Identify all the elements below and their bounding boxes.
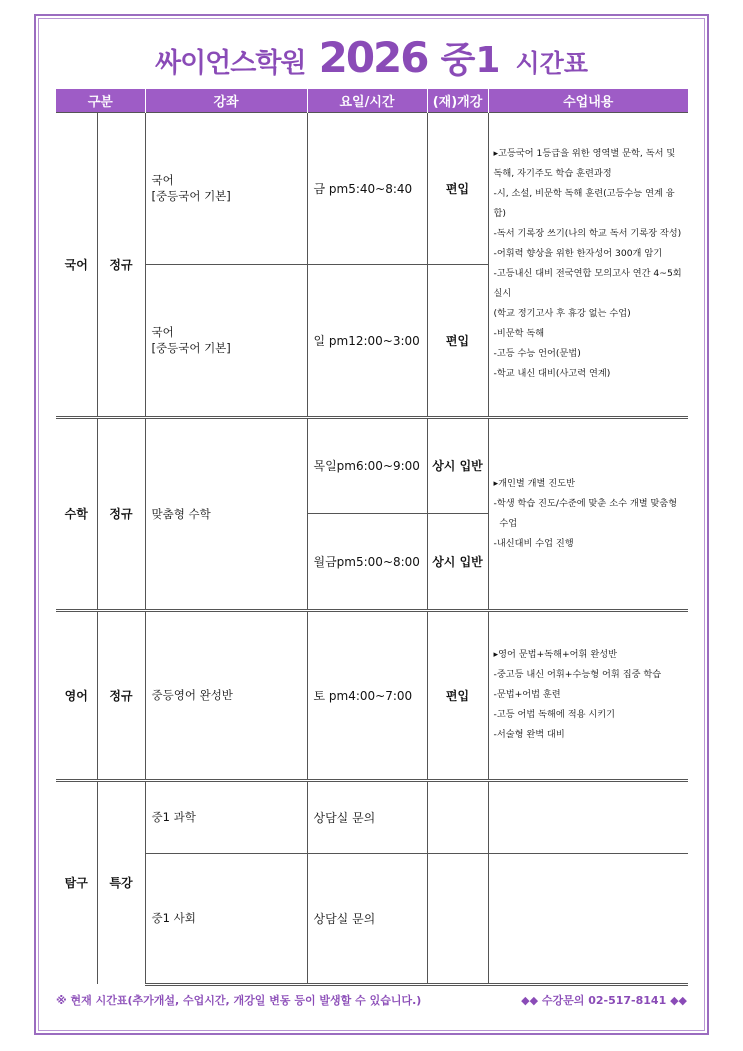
course-cell bbox=[145, 112, 307, 264]
content-line: -고등내신 대비 전국연합 모의고사 연간 4~5회 실시 bbox=[493, 268, 682, 299]
content-line: (학교 정기고사 후 휴강 없는 수업) bbox=[493, 308, 631, 319]
footer-notice: ※ 현재 시간표(추가개설, 수업시간, 개강일 변동 등이 발생할 수 있습니다.) bbox=[56, 994, 422, 1007]
time-cell: 일 pm12:00~3:00 bbox=[307, 264, 427, 417]
course-level: [중등국어 기본] bbox=[151, 341, 231, 355]
header-content: 수업내용 bbox=[488, 89, 688, 112]
content-line: 수업 bbox=[493, 517, 518, 529]
subject-cell: 국어 bbox=[56, 112, 97, 417]
type-cell: 정규 bbox=[97, 610, 145, 780]
subject-cell: 영어 bbox=[56, 610, 97, 780]
content-cell bbox=[488, 417, 688, 610]
course-cell: 맞춤형 수학 bbox=[145, 417, 307, 610]
table-row bbox=[56, 112, 688, 264]
content-line: 독해, 자기주도 학습 훈련과정 bbox=[493, 168, 612, 179]
type-cell: 특강 bbox=[97, 780, 145, 984]
time-cell: 토 pm4:00~7:00 bbox=[307, 610, 427, 780]
opening-cell: 편입 bbox=[427, 610, 488, 780]
title-year: 2026 bbox=[318, 33, 428, 82]
content-line: -학생 학습 진도/수준에 맞춘 소수 개별 맞춤형 bbox=[493, 497, 678, 509]
content-line: -내신대비 수업 진행 bbox=[493, 537, 574, 549]
content-line: ▸고등국어 1등급을 위한 영역별 문학, 독서 및 bbox=[493, 148, 676, 159]
table-header-row bbox=[56, 89, 688, 112]
course-cell: 중등영어 완성반 bbox=[145, 610, 307, 780]
time-cell: 월금pm5:00~8:00 bbox=[307, 513, 427, 610]
content-line: ▸영어 문법+독해+어휘 완성반 bbox=[493, 649, 617, 660]
content-cell bbox=[488, 112, 688, 417]
table-row bbox=[56, 853, 688, 984]
course-cell: 중1 사회 bbox=[145, 853, 307, 984]
opening-cell: 상시 입반 bbox=[427, 417, 488, 513]
header-opening: (재)개강 bbox=[427, 89, 488, 112]
time-cell: 금 pm5:40~8:40 bbox=[307, 112, 427, 264]
title-grade: 중1 bbox=[440, 40, 501, 81]
header-course: 강좌 bbox=[145, 89, 307, 112]
header-time: 요일/시간 bbox=[307, 89, 427, 112]
subject-cell: 수학 bbox=[56, 417, 97, 610]
title-label: 시간표 bbox=[515, 49, 588, 78]
opening-cell bbox=[427, 853, 488, 984]
opening-cell bbox=[427, 780, 488, 853]
opening-cell: 편입 bbox=[427, 264, 488, 417]
content-line: -문법+어법 훈련 bbox=[493, 689, 561, 700]
opening-cell: 편입 bbox=[427, 112, 488, 264]
header-category: 구분 bbox=[56, 89, 145, 112]
academy-name: 싸이언스학원 bbox=[155, 48, 306, 79]
content-line: ▸개인별 개별 진도반 bbox=[493, 477, 575, 489]
content-line: -비문학 독해 bbox=[493, 328, 545, 339]
footer-contact: ◆◆ 수강문의 02-517-8141 ◆◆ bbox=[521, 994, 687, 1007]
timetable bbox=[56, 89, 688, 986]
content-cell bbox=[488, 780, 688, 853]
content-line: -중고등 내신 어휘+수능형 어휘 집중 학습 bbox=[493, 669, 662, 680]
course-name: 국어 bbox=[151, 325, 174, 339]
time-cell: 목일pm6:00~9:00 bbox=[307, 417, 427, 513]
content-cell bbox=[488, 853, 688, 984]
subject-cell: 탐구 bbox=[56, 780, 97, 984]
content-line: -학교 내신 대비(사고력 연계) bbox=[493, 368, 611, 379]
type-cell: 정규 bbox=[97, 417, 145, 610]
course-cell: 중1 과학 bbox=[145, 780, 307, 853]
content-line: -고등 어법 독해에 적용 시키기 bbox=[493, 709, 615, 720]
table-row bbox=[56, 610, 688, 780]
course-name: 국어 bbox=[151, 173, 174, 187]
table-row bbox=[56, 417, 688, 513]
content-line: -어휘력 향상을 위한 한자성어 300개 암기 bbox=[493, 248, 663, 259]
course-level: [중등국어 기본] bbox=[151, 189, 231, 203]
content-cell bbox=[488, 610, 688, 780]
content-line: -독서 기록장 쓰기(나의 학교 독서 기록장 작성) bbox=[493, 228, 682, 239]
content-line: -시, 소설, 비문학 독해 훈련(고등수능 연계 융합) bbox=[493, 188, 675, 219]
type-cell: 정규 bbox=[97, 112, 145, 417]
table-row bbox=[56, 780, 688, 853]
time-cell: 상담실 문의 bbox=[307, 780, 427, 853]
course-cell bbox=[145, 264, 307, 417]
content-line: -고등 수능 언어(문법) bbox=[493, 348, 581, 359]
time-cell: 상담실 문의 bbox=[307, 853, 427, 984]
page-title bbox=[40, 32, 703, 83]
opening-cell: 상시 입반 bbox=[427, 513, 488, 610]
content-line: -서술형 완벽 대비 bbox=[493, 729, 565, 740]
